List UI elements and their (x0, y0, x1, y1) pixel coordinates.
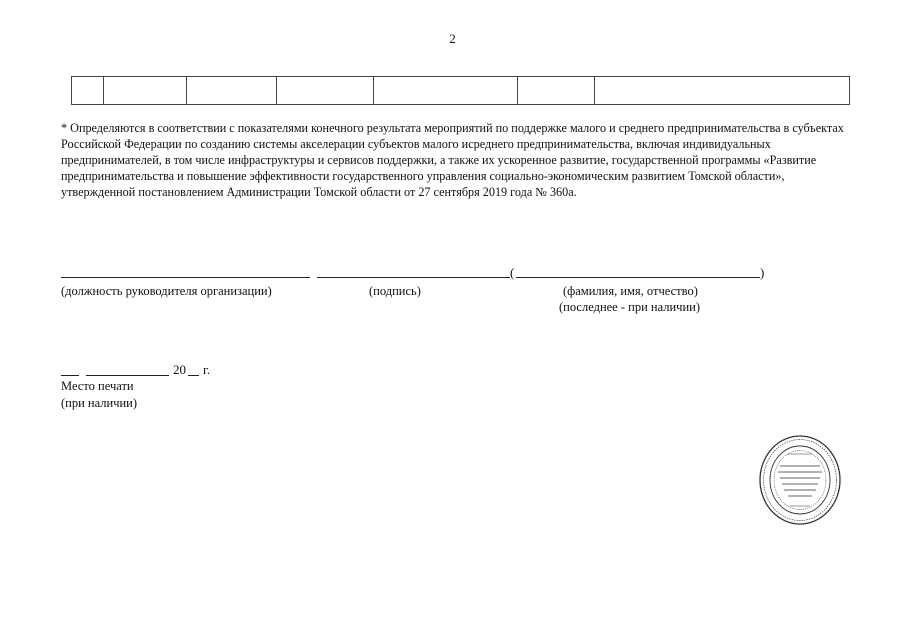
page-number: 2 (449, 31, 456, 46)
table-cell (595, 77, 850, 105)
name-caption-line1: (фамилия, имя, отчество) (563, 284, 698, 298)
table-cell (187, 77, 277, 105)
table-cell (374, 77, 518, 105)
close-paren: ) (760, 265, 765, 280)
round-seal-stamp (758, 434, 842, 526)
date-day-line (61, 375, 79, 376)
signature-caption: (подпись) (369, 284, 421, 298)
date-month-line (86, 375, 169, 376)
date-year-line (188, 375, 199, 376)
name-caption-line2: (последнее - при наличии) (559, 300, 700, 314)
empty-table (71, 76, 850, 105)
stamp-place-label: Место печати (61, 379, 134, 393)
open-paren: ( (510, 265, 515, 280)
table-cell (104, 77, 187, 105)
name-line (516, 277, 760, 278)
footnote-text: * Определяются в соответствии с показателями конечного результата мероприятий по поддержке малого и среднего предпринимательства в субъектах Российской Федерации по созданию системы акселерации субъектов малого исреднего предпринимательства, включая индивидуальных предпринимателей, в том числе инфраструктуры и сервисов поддержки, а также их ускоренное развитие, государственной программы «Развитие предпринимательства и повышение эффективности государственного управления социально-экономическим развитием Томской области», утвержденной постановлением Администрации Томской области от 27 сентября 2019 года № 360а. (61, 121, 844, 199)
table-cell (72, 77, 104, 105)
position-caption: (должность руководителя организации) (61, 284, 272, 298)
date-year-suffix: г. (203, 362, 211, 377)
table-cell (518, 77, 595, 105)
table-row (72, 77, 850, 105)
stamp-place-note: (при наличии) (61, 396, 138, 410)
signature-line (317, 277, 510, 278)
position-line (61, 277, 310, 278)
table-cell (277, 77, 374, 105)
date-year-prefix: 20 (173, 362, 186, 377)
